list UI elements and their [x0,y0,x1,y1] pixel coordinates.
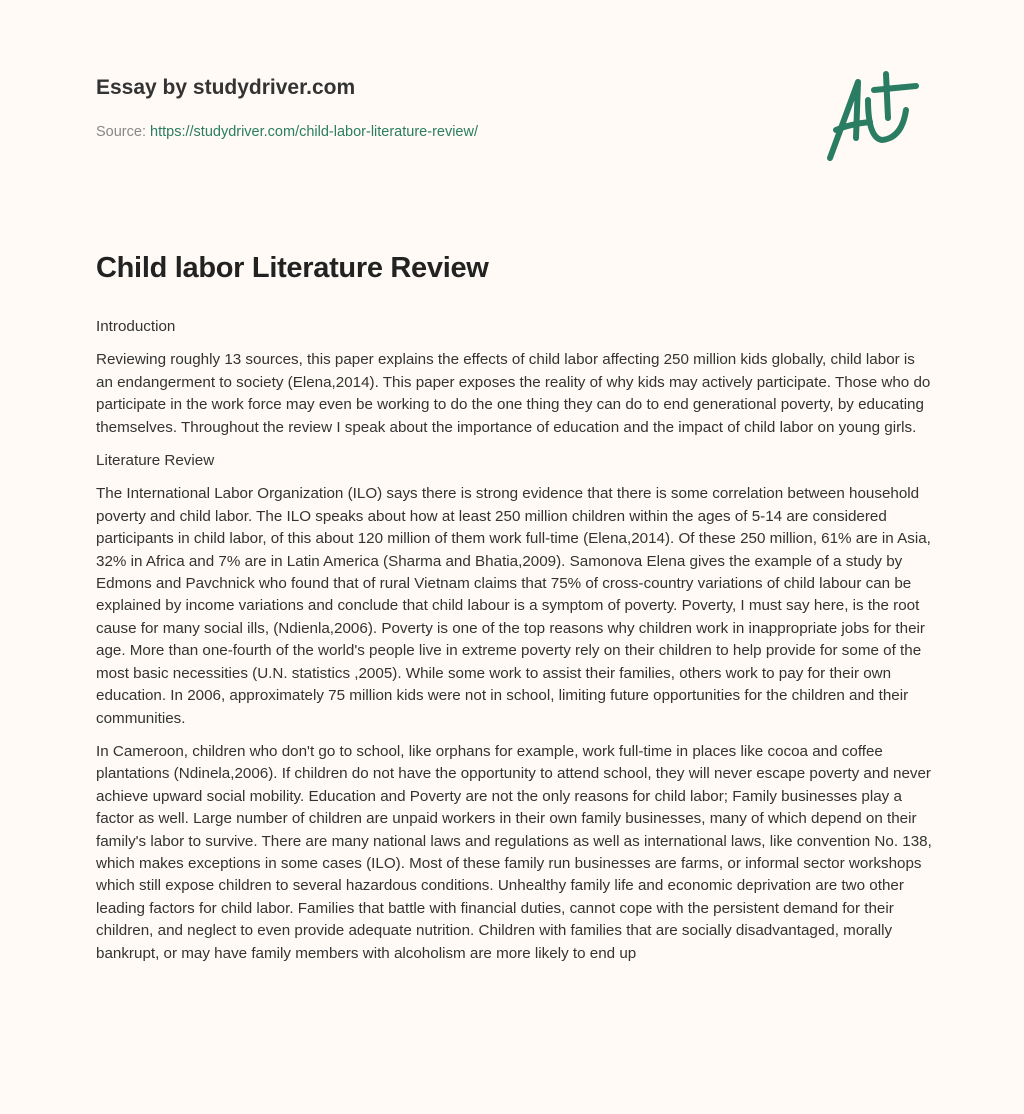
brand-title: Essay by studydriver.com [96,76,356,99]
paragraph: Reviewing roughly 13 sources, this paper explains the effects of child labor affecting 250 million kids globally, child labor is an endangerment to society (Elena,2014). This paper exposes the reality of why kids may actively participate. Those who do participate in the work force may even be working to do the one thing they can do to end generational poverty, by educating themselves. Throughout the review I speak about the importance of education and the impact of child labor on young girls. [96,351,931,436]
source-line [96,124,478,140]
paragraph: In Cameroon, children who don't go to school, like orphans for example, work full-time in places like cocoa and coffee plantations (Ndinela,2006). If children do not have the opportunity to attend school, they will never escape poverty and never achieve upward social mobility. Education and Poverty are not the only reasons for child labor; Family businesses play a factor as well. Large number of children are unpaid workers in their own family businesses, many of which depend on their family's labor to survive. There are many national laws and regulations as well as international laws, like convention No. 138, which makes exceptions in some cases (ILO). Most of these family run businesses are farms, or informal sector workshops which still expose children to several hazardous conditions. Unhealthy family life and economic deprivation are two other leading factors for child labor. Families that battle with financial duties, cannot cope with the persistent demand for their children, and neglect to even provide adequate nutrition. Children with families that are socially disadvantaged, morally bankrupt, or may have family members with alcoholism are more likely to end up [96,742,932,962]
section-heading-introduction: Introduction [96,318,176,335]
article-body [96,316,932,976]
source-link[interactable]: https://studydriver.com/child-labor-literature-review/ [150,124,478,140]
section-heading-literature-review: Literature Review [96,452,215,470]
paragraph: The International Labor Organization (ILO) says there is strong evidence that there is some correlation between household poverty and child labor. The ILO speaks about how at least 250 million children within the ages of 5-14 are considered participants in child labor, of this about 120 million of them work full-time (Elena,2014). Of these 250 million, 61% are in Asia, 32% in Africa and 7% are in Latin America (Sharma and Bhatia,2009). Samonova Elena gives the example of a study by Edmons and Pavchnick who found that of rural Vietnam claims that 75% of cross-country variations of child labour can be explained by income variations and conclude that child labour is a symptom of poverty. Poverty, I must say here, is the root cause for many social ills, (Ndienla,2006). Poverty is one of the top reasons why children work in inappropriate jobs for their age. More than one-fourth of the world's people live in extreme poverty rely on their children to help provide for some of the most basic necessities (U.N. statistics ,2005). While some work to assist their families, others work to pay for their own education. In 2006, approximately 75 million kids were not in school, limiting future opportunities for the children and their communities. [96,485,931,727]
a-plus-logo-icon [820,68,930,168]
article-title: Child labor Literature Review [96,252,489,284]
source-label: Source: [96,124,146,140]
